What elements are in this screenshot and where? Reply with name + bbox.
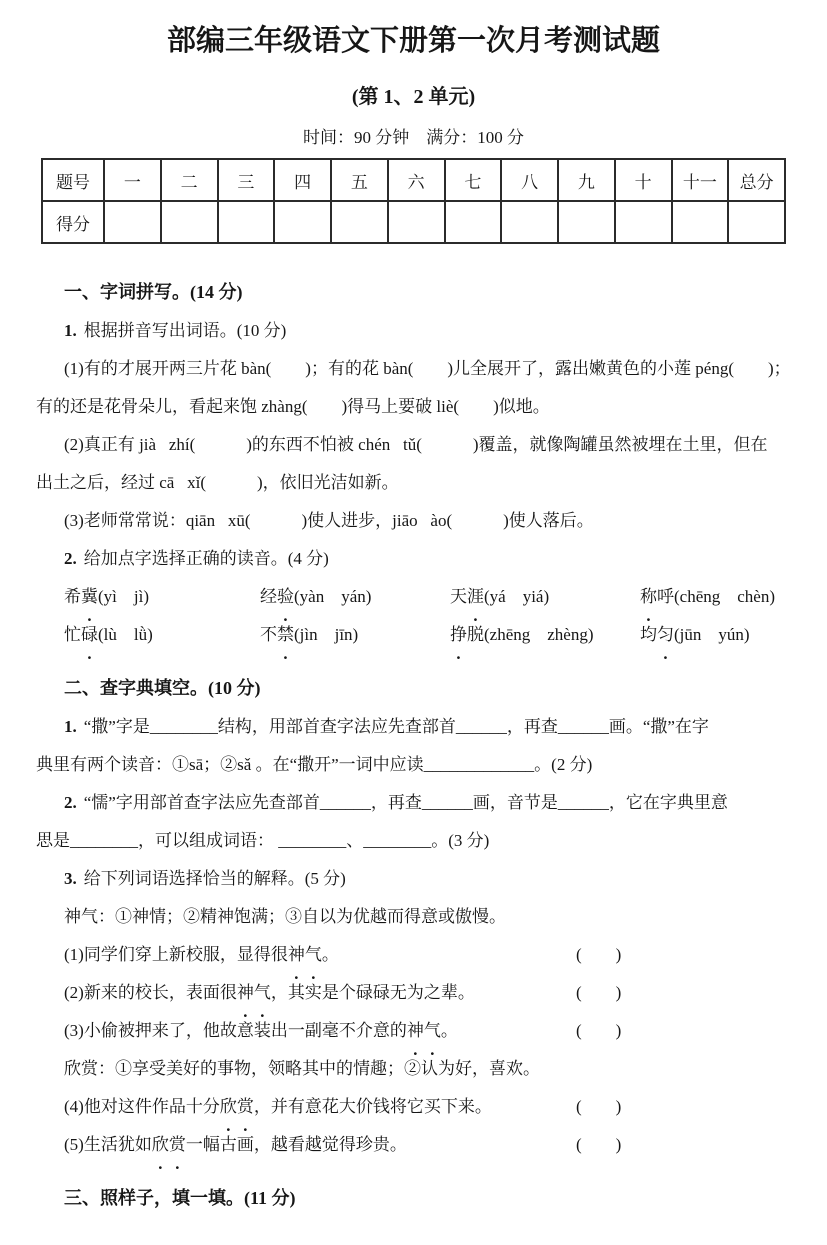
answer-paren-blank: ( ) — [576, 983, 622, 1002]
score-table-header-cell: 六 — [388, 159, 445, 201]
question-text: 给加点字选择正确的读音。(4 分) — [83, 549, 329, 568]
score-table-empty-cell — [274, 201, 331, 243]
answer-paren-blank: ( ) — [576, 1135, 622, 1154]
question-line — [36, 540, 787, 578]
sentence-text: (1)同学们穿上新校服，显得很神气。 — [64, 945, 339, 964]
score-table-empty-cell — [161, 201, 218, 243]
pinyin-choice-item: 均匀(jūn yún) — [640, 616, 787, 654]
emphasized-char: 欣 — [219, 1097, 237, 1116]
answer-paren-blank: ( ) — [576, 1021, 622, 1040]
emphasized-char: 神 — [287, 945, 305, 964]
pinyin-choice-item: 希冀(yì jì) — [64, 578, 260, 616]
question-text: 根据拼音写出词语。(10 分) — [83, 321, 287, 340]
score-table-header-cell: 五 — [331, 159, 388, 201]
score-table-header-cell: 十 — [615, 159, 672, 201]
score-table-empty-cell — [615, 201, 672, 243]
score-table-empty-cell — [445, 201, 502, 243]
sentence-text: (5)生活犹如欣赏一幅古画，越看越觉得珍贵。 — [64, 1135, 407, 1154]
emphasized-char: 禁 — [277, 625, 294, 644]
emphasized-char: 称 — [640, 587, 657, 606]
score-table-empty-cell — [331, 201, 388, 243]
emphasized-char: 匀 — [657, 625, 674, 644]
pinyin-choice-row — [36, 578, 787, 616]
score-table-header-cell: 四 — [274, 159, 331, 201]
question-text: 给下列词语选择恰当的解释。(5 分) — [83, 869, 346, 888]
answer-paren-blank: ( ) — [576, 945, 622, 964]
score-table — [41, 158, 786, 244]
emphasized-char: 神 — [236, 983, 254, 1002]
score-table-header-cell: 九 — [558, 159, 615, 201]
score-row-label: 得分 — [42, 201, 104, 243]
emphasized-char: 赏 — [236, 1097, 254, 1116]
paragraph-line: 神气：①神情；②精神饱满；③自以为优越而得意或傲慢。 — [64, 907, 506, 926]
emphasized-char: 气 — [304, 945, 322, 964]
emphasized-char: 涯 — [467, 587, 484, 606]
paragraph-line: 出土之后，经过 cā xǐ( )，依旧光洁如新。 — [36, 473, 399, 492]
score-table-header-cell: 题号 — [42, 159, 104, 201]
score-table-header-cell: 一 — [104, 159, 161, 201]
section-heading: 一、字词拼写。(14 分) — [64, 282, 243, 302]
paragraph-line: 典里有两个读音：①sā；②sǎ 。在“撒开”一词中应读_____________。(2 分) — [36, 755, 593, 774]
pinyin-choice-item: 经验(yàn yán) — [260, 578, 450, 616]
score-table-empty-cell — [501, 201, 558, 243]
emphasized-char: 冀 — [81, 587, 98, 606]
question-line — [36, 312, 787, 350]
question-number: 1. — [64, 321, 77, 340]
score-table-header-cell: 十一 — [672, 159, 729, 201]
question-number: 2. — [64, 549, 77, 568]
emphasized-char: 赏 — [168, 1135, 186, 1154]
sentence-text: (4)他对这件作品十分欣赏，并有意花大价钱将它买下来。 — [64, 1097, 492, 1116]
section-heading: 三、照样子，填一填。(11 分) — [64, 1188, 296, 1208]
answer-paren-blank: ( ) — [576, 1097, 622, 1116]
pinyin-choice-item: 挣脱(zhēng zhèng) — [450, 616, 640, 654]
question-text: “懦”字用部首查字法应先查部首______，再查______画，音节是______，它在字典里意 — [83, 793, 728, 812]
emphasized-char: 神 — [406, 1021, 424, 1040]
exam-body — [0, 244, 827, 1218]
score-table-empty-cell — [558, 201, 615, 243]
score-table-header-cell: 七 — [445, 159, 502, 201]
page-title: 部编三年级语文下册第一次月考测试题 — [166, 25, 660, 57]
question-number: 1. — [64, 717, 77, 736]
score-table-empty-cell — [672, 201, 729, 243]
paragraph-line: 欣赏：①享受美好的事物，领略其中的情趣；②认为好，喜欢。 — [64, 1059, 540, 1078]
score-table-header-cell: 三 — [218, 159, 275, 201]
question-number: 2. — [64, 793, 77, 812]
pinyin-choice-item: 天涯(yá yiá) — [450, 578, 640, 616]
score-table-header-cell: 八 — [501, 159, 558, 201]
question-number: 3. — [64, 869, 77, 888]
question-text: “撒”字是________结构，用部首查字法应先查部首______，再查______画。“撒”在字 — [83, 717, 709, 736]
paragraph-line: (3)老师常常说：qiān xū( )使人进步，jiāo ào( )使人落后。 — [64, 511, 594, 530]
page-subtitle: (第 1、2 单元) — [351, 86, 476, 108]
score-table-header-cell: 二 — [161, 159, 218, 201]
score-table-empty-cell — [388, 201, 445, 243]
sentence-with-answer-blank — [36, 1126, 787, 1164]
paragraph-line: 有的还是花骨朵儿，看起来饱 zhàng( )得马上要破 liè( )似地。 — [36, 397, 550, 416]
emphasized-char: 气 — [423, 1021, 441, 1040]
sentence-with-answer-blank — [36, 936, 787, 974]
emphasized-char: 挣 — [450, 625, 467, 644]
score-table-header-cell: 总分 — [728, 159, 785, 201]
pinyin-choice-row — [36, 616, 787, 654]
score-table-empty-cell — [104, 201, 161, 243]
paragraph-line: 思是________，可以组成词语： ________、________。(3 分) — [36, 831, 490, 850]
section-heading: 二、查字典填空。(10 分) — [64, 678, 261, 698]
score-table-header-row — [42, 159, 785, 201]
score-table-empty-cell — [218, 201, 275, 243]
sentence-with-answer-blank — [36, 974, 787, 1012]
sentence-with-answer-blank — [36, 1088, 787, 1126]
sentence-text: (2)新来的校长，表面很神气，其实是个碌碌无为之辈。 — [64, 983, 475, 1002]
emphasized-char: 验 — [277, 587, 294, 606]
paragraph-line: (2)真正有 jià zhí( )的东西不怕被 chén tǔ( )覆盖，就像陶罐虽然被埋在土里，但在 — [64, 435, 768, 454]
pinyin-choice-item: 称呼(chēng chèn) — [640, 578, 787, 616]
question-line — [36, 784, 787, 822]
score-table-score-row — [42, 201, 785, 243]
paragraph-line: (1)有的才展开两三片花 bàn( )；有的花 bàn( )儿全展开了，露出嫩黄色的小莲 péng( )； — [64, 359, 791, 378]
pinyin-choice-item: 不禁(jìn jīn) — [260, 616, 450, 654]
exam-info: 时间：90 分钟 满分：100 分 — [303, 128, 524, 147]
sentence-text: (3)小偷被押来了，他故意装出一副毫不介意的神气。 — [64, 1021, 458, 1040]
question-line — [36, 860, 787, 898]
emphasized-char: 碌 — [81, 625, 98, 644]
sentence-with-answer-blank — [36, 1012, 787, 1050]
question-line — [36, 708, 787, 746]
emphasized-char: 欣 — [151, 1135, 169, 1154]
score-table-empty-cell — [728, 201, 785, 243]
pinyin-choice-item: 忙碌(lù lǜ) — [64, 616, 260, 654]
emphasized-char: 气 — [253, 983, 271, 1002]
